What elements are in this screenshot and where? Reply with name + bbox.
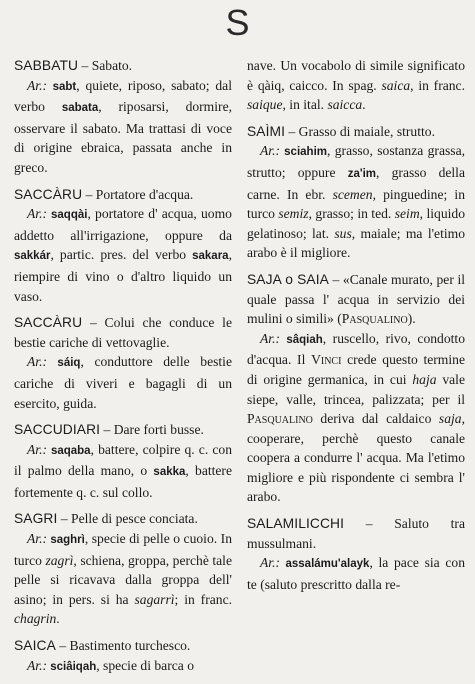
- entry-saimi: [247, 122, 465, 263]
- definition: – Pelle di pesce conciata.: [57, 511, 198, 527]
- definition-end: ).: [407, 311, 416, 327]
- etymology: [14, 204, 232, 306]
- etymology-text: , schiena, groppa, perchè tale pelle si ricavava dalla groppa dell' asino; in pers. si ha: [14, 552, 232, 607]
- etymology-text: scemen: [332, 186, 373, 202]
- language-label: Ar.:: [27, 354, 48, 370]
- etymology-text: , grasso; in ted.: [308, 206, 395, 222]
- etymology-text: , quiete, riposo, sabato; dal verbo: [14, 77, 232, 115]
- etymology-text: ; in franc.: [174, 591, 232, 607]
- etymology-text: , portatore d' acqua, uomo addetto all'irrigazione, oppure da: [14, 206, 232, 243]
- etymology-text: , la pace sia con te (saluto prescritto dalla re-: [247, 555, 465, 592]
- headword: SAICA: [14, 638, 56, 654]
- etymology-text: sabt: [47, 80, 77, 93]
- right-column: [247, 56, 465, 601]
- etymology: [247, 329, 465, 507]
- etymology-text: sakka: [153, 466, 186, 479]
- headword: SAÌMI: [247, 123, 286, 139]
- definition: – Bastimento turchesco.: [55, 638, 191, 654]
- etymology-text: Pasqualino: [247, 411, 313, 427]
- language-label: Ar.:: [27, 77, 48, 93]
- etymology: [247, 141, 465, 263]
- definition: – Portatore d'acqua.: [82, 186, 194, 202]
- etymology-text: Vinci: [311, 352, 342, 368]
- etymology-text: , battere fortemente q. c. sul collo.: [14, 463, 232, 500]
- headword: SAJA o SAIA: [247, 271, 329, 287]
- definition: – «Canale murato, per il quale passa l' acqua in servizio dei mulini o simili» (: [247, 271, 465, 327]
- etymology-text: sâqiah: [280, 333, 323, 346]
- etymology-text: , pinguedine; in turco: [247, 186, 465, 222]
- language-label: Ar.:: [27, 441, 48, 457]
- headword: SACCÀRU: [14, 315, 83, 331]
- etymology-text: saica: [381, 77, 411, 93]
- headword: SALAMILICCHI: [247, 516, 345, 532]
- definition: – Colui che conduce le bestie cariche di vettovaglie.: [14, 315, 232, 350]
- etymology-text: za'im: [347, 167, 377, 180]
- etymology-text: saicca: [327, 97, 363, 113]
- etymology-text: , caicco. In spag.: [281, 77, 382, 93]
- etymology-text: , riposarsi, dormire, osservare il sabato. Ma trattasi di voce di origine ebraica, passata anche in greco.: [14, 99, 232, 175]
- etymology-text: saique: [247, 97, 283, 113]
- headword: SACCÀRU: [14, 186, 83, 202]
- etymology: [14, 352, 232, 413]
- entry-saccaru-2: [14, 313, 232, 413]
- entry-saccudiari: [14, 420, 232, 502]
- etymology-text: , liquido gelatinoso; lat.: [247, 206, 465, 241]
- etymology-text: sabata: [61, 102, 99, 115]
- etymology-text: qàiq: [257, 77, 282, 93]
- etymology-text: sáiq: [47, 357, 81, 370]
- definition: – Saluto tra mussulmani.: [247, 516, 465, 551]
- etymology-text: nave. Un vocabolo di simile significato è: [247, 58, 465, 93]
- language-label: Ar.:: [27, 657, 48, 673]
- entry-saica-cont: [247, 56, 465, 115]
- headword: SABBATU: [14, 58, 79, 73]
- language-label: Ar.:: [27, 531, 48, 547]
- headword: SAGRI: [14, 511, 58, 527]
- etymology-text: , cooperare, perchè questo canale coopera a condurre l' acqua. Ma l'etimo migliore e più rispondente ci sembra l' arabo.: [247, 411, 465, 505]
- etymology: [247, 553, 465, 594]
- etymology-text: , conduttore delle bestie cariche di viveri e bagagli di un esercito, guida.: [14, 354, 232, 411]
- language-label: Ar.:: [27, 206, 48, 222]
- etymology-text: haja: [412, 371, 437, 387]
- etymology-text: , ruscello, rivo, condotto d'acqua. Il: [247, 330, 465, 368]
- etymology-text: , grasso della carne. In ebr.: [247, 164, 465, 202]
- etymology: [14, 440, 232, 503]
- etymology: [14, 529, 232, 629]
- etymology-text: .: [56, 611, 60, 627]
- etymology-text: sakkár: [14, 250, 51, 263]
- entry-sagri: [14, 509, 232, 629]
- etymology-text: saqaba: [47, 444, 91, 457]
- entry-sabbatu: [14, 56, 232, 178]
- etymology-text: chagrin: [14, 611, 57, 627]
- etymology-text: , battere, colpire q. c. con il palmo della mano, o: [14, 441, 232, 479]
- etymology-text: , partic. pres. del verbo: [50, 247, 193, 263]
- etymology-text: seim: [394, 206, 420, 222]
- etymology-text: sakara: [192, 250, 229, 263]
- etymology-text: saqqài: [47, 209, 88, 222]
- etymology-text: , grasso, sostanza grassa, strutto; oppure: [247, 143, 465, 180]
- etymology-text: vale siepe, valle, trincea, palizzata; per il: [247, 371, 465, 407]
- section-letter: S: [225, 2, 250, 43]
- etymology-text: , in franc.: [410, 77, 465, 93]
- etymology-text: , riempire di vino o d'altro liquido un vaso.: [14, 247, 232, 304]
- etymology-text: crede questo termine di origine germanica, in cui: [247, 352, 465, 387]
- definition: – Dare forti busse.: [100, 422, 204, 438]
- etymology-text: .: [362, 97, 366, 113]
- etymology: [14, 76, 232, 178]
- entry-saccaru-1: [14, 185, 232, 307]
- headword: SACCUDIARI: [14, 422, 101, 438]
- etymology-text: saghrì: [47, 534, 85, 547]
- etymology-text: , in ital.: [282, 97, 328, 113]
- definition-source: Pasqualino: [341, 311, 408, 327]
- etymology-text: , specie di barca o: [96, 657, 194, 673]
- etymology-text: , maiale; ma l'etimo arabo è il migliore.: [247, 225, 466, 261]
- etymology-text: sus: [334, 225, 352, 241]
- etymology: [14, 656, 232, 678]
- language-label: Ar.:: [260, 330, 281, 346]
- entry-salamilicchi: [247, 514, 465, 594]
- entry-saica: [14, 636, 232, 677]
- left-column: [14, 56, 232, 684]
- etymology-text: zagrì: [45, 552, 74, 568]
- etymology-text: deriva dal caldaico: [312, 411, 439, 427]
- language-label: Ar.:: [260, 143, 281, 159]
- definition: – Sabato.: [78, 58, 133, 73]
- etymology-text: sciahim: [280, 146, 327, 159]
- definition: – Grasso di maiale, strutto.: [285, 123, 435, 139]
- etymology-text: , specie di pelle o cuoio. In turco: [14, 531, 232, 568]
- etymology-text: sciâiqah: [47, 660, 97, 673]
- etymology-text: assalámu'alayk: [280, 558, 370, 571]
- etymology-text: semiz: [278, 206, 309, 222]
- etymology-text: saja: [438, 411, 462, 427]
- etymology-text: sagarrì: [134, 591, 175, 607]
- language-label: Ar.:: [260, 555, 281, 571]
- entry-saja: [247, 270, 465, 507]
